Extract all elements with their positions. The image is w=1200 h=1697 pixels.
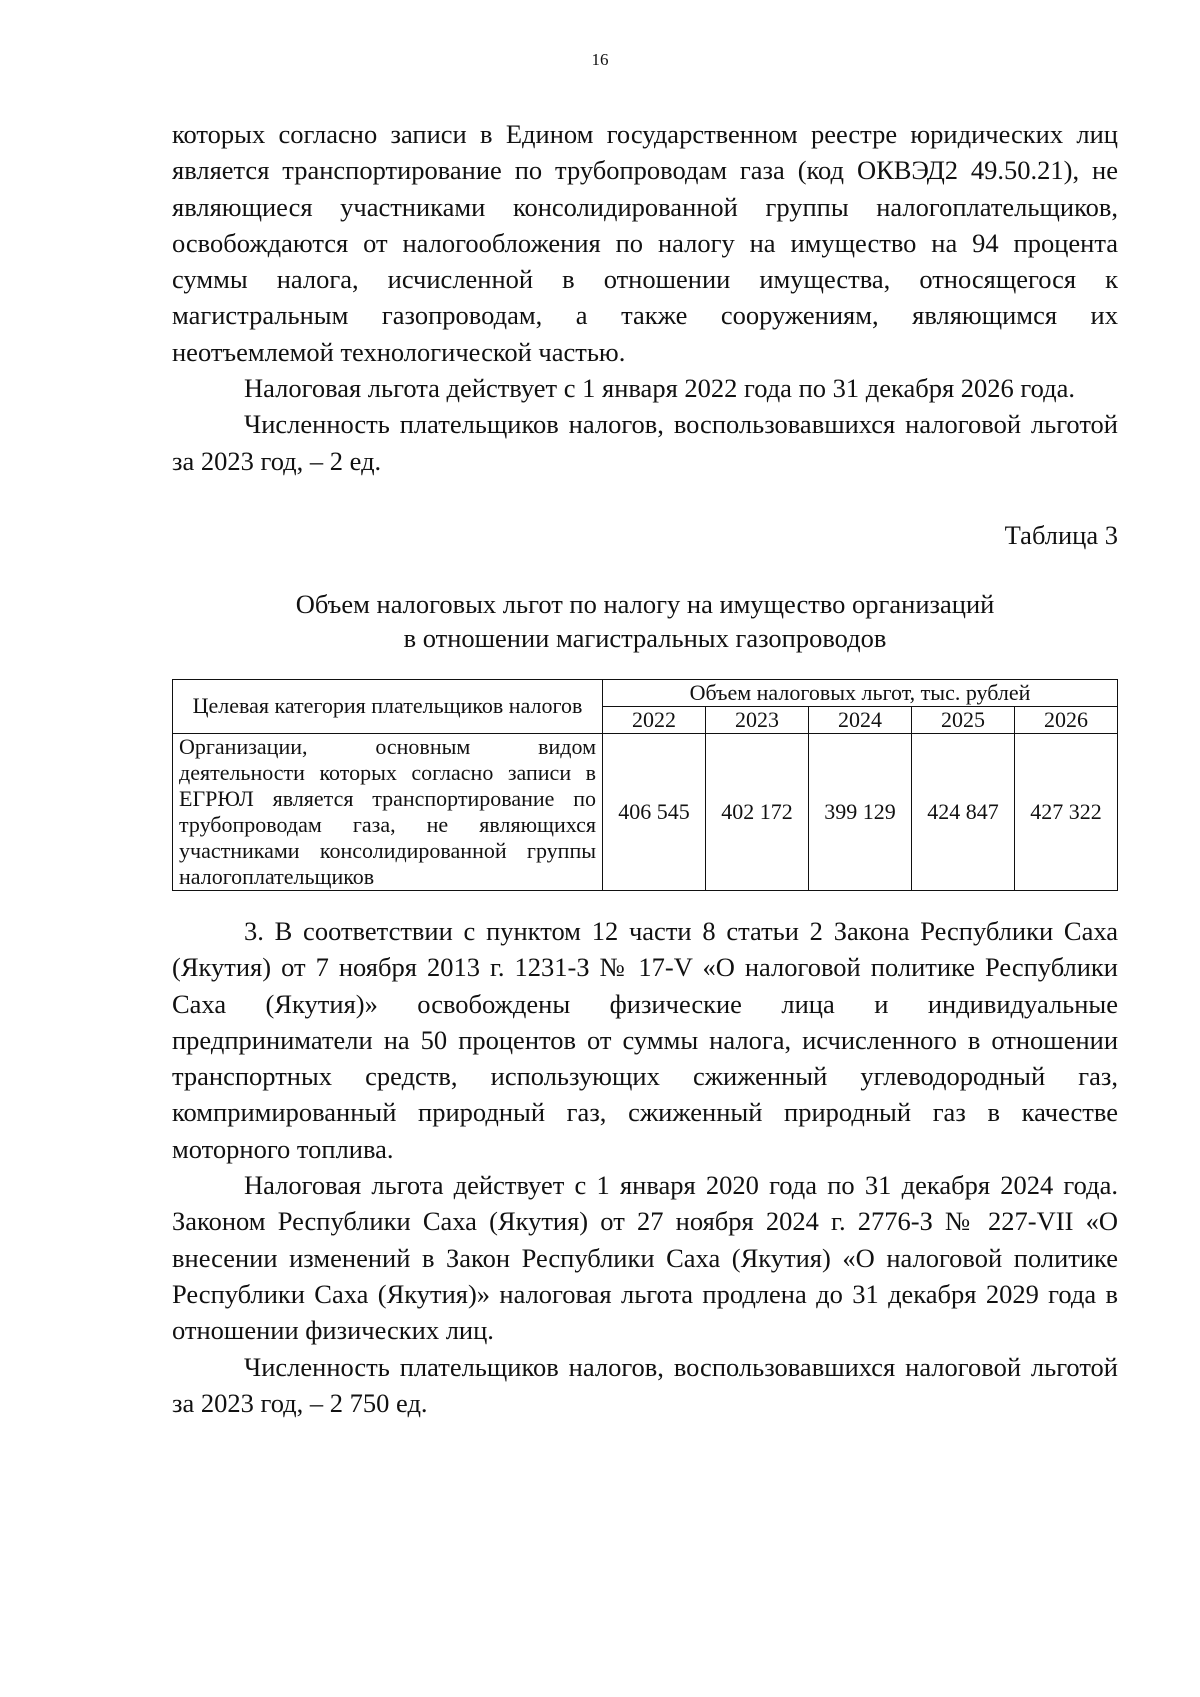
volume-header: Объем налоговых льгот, тыс. рублей (603, 679, 1118, 706)
year-header: 2025 (912, 706, 1015, 733)
value-cell: 399 129 (809, 733, 912, 890)
year-header: 2022 (603, 706, 706, 733)
category-cell: Организации, основным видом деятельности которых согласно записи в ЕГРЮЛ является транспортирование по трубопроводам газа, не являющихся участниками консолидированной группы налогоплательщиков (173, 733, 603, 890)
table-row (173, 733, 1118, 890)
table-title-line-1: Объем налоговых льгот по налогу на имущество организаций (295, 588, 995, 619)
table-label: Таблица 3 (1004, 519, 1118, 550)
table-title-line-2: в отношении магистральных газопроводов (403, 622, 887, 653)
paragraph-payers-count-2: Численность плательщиков налогов, воспользовавшихся налоговой льготой за 2023 год, – 2 750 ед. (172, 1351, 1118, 1418)
tax-benefits-table (172, 679, 1118, 891)
year-header: 2023 (706, 706, 809, 733)
table-header-row (173, 679, 1118, 706)
value-cell: 402 172 (706, 733, 809, 890)
paragraph-benefit-period: Налоговая льгота действует с 1 января 2022 года по 31 декабря 2026 года. (244, 373, 1075, 404)
value-cell: 424 847 (912, 733, 1015, 890)
table-title (172, 587, 1118, 655)
paragraph-transport-benefit: 3. В соответствии с пунктом 12 части 8 статьи 2 Закона Республики Саха (Якутия) от 7 ноября 2013 г. 1231-З № 17-V «О налоговой политике Республики Саха (Якутия)» освобождены физические лица и индивидуальные предприниматели на 50 процентов от суммы налога, исчисленного в отношении транспортных средств, использующих сжиженный углеводородный газ, компримированный природный газ, сжиженный природный газ в качестве моторного топлива. (172, 915, 1118, 1164)
value-cell: 406 545 (603, 733, 706, 890)
year-header: 2024 (809, 706, 912, 733)
paragraph-benefit-extension: Налоговая льгота действует с 1 января 2020 года по 31 декабря 2024 года. Законом Республики Саха (Якутия) от 27 ноября 2024 г. 2776-З № 227-VII «О внесении изменений в Закон Республики Саха (Якутия) «О налоговой политике Республики Саха (Якутия)» налоговая льгота продлена до 31 декабря 2029 года в отношении физических лиц. (172, 1170, 1118, 1346)
paragraph-payers-count: Численность плательщиков налогов, воспользовавшихся налоговой льготой за 2023 год, – 2 ед. (172, 409, 1118, 476)
year-header: 2026 (1015, 706, 1118, 733)
document-body (172, 116, 1118, 1421)
paragraph-continuation: которых согласно записи в Едином государственном реестре юридических лиц является транспортирование по трубопроводам газа (код ОКВЭД2 49.50.21), не являющиеся участниками консолидированной группы налогоплательщиков, освобождаются от налогообложения по налогу на имущество на 94 процента суммы налога, исчисленной в отношении имущества, относящегося к магистральным газопроводам, а также сооружениям, являющимся их неотъемлемой технологической частью. (172, 119, 1118, 367)
category-header: Целевая категория плательщиков налогов (173, 679, 603, 733)
value-cell: 427 322 (1015, 733, 1118, 890)
page-number: 16 (591, 50, 609, 69)
